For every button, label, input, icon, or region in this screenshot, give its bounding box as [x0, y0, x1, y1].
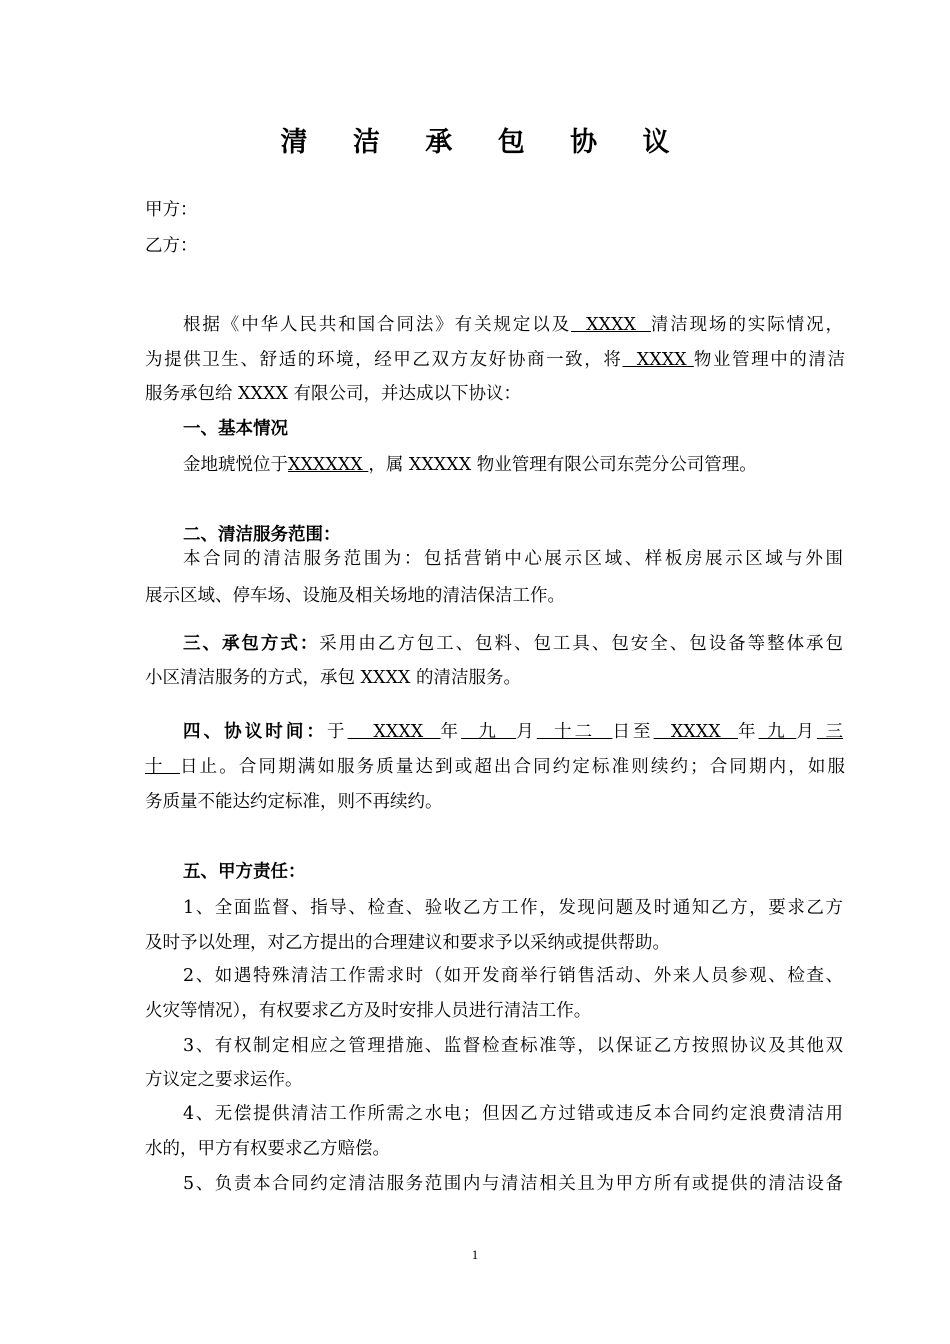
- intro-line-3: 服务承包给 XXXX 有限公司，并达成以下协议：: [145, 384, 521, 404]
- party-a-label: 甲方：: [145, 200, 198, 220]
- section-5-item-1-line-2: 及时予以处理，对乙方提出的合理建议和要求予以采纳或提供帮助。: [145, 933, 670, 953]
- section-5-item-4-line-2: 水的，甲方有权要求乙方赔偿。: [145, 1139, 390, 1159]
- section-5-item-3-line-1: 3、有权制定相应之管理措施、监督检查标准等，以保证乙方按照协议及其他双: [183, 1036, 843, 1056]
- blank-field: XXXX: [347, 722, 441, 742]
- section-5-item-2-line-1: 2、如遇特殊清洁工作需求时（如开发商举行销售活动、外来人员参观、检查、: [183, 966, 843, 986]
- section-4-line-2: 十 日止。合同期满如服务质量达到或超出合同约定标准则续约；合同期内，如服: [145, 757, 845, 777]
- document-title: 清 洁 承 包 协 议: [280, 127, 688, 158]
- section-5-item-3-line-2: 方议定之要求运作。: [145, 1070, 303, 1090]
- section-3-line-1: 三、承包方式：采用由乙方包工、包料、包工具、包安全、包设备等整体承包: [183, 634, 844, 654]
- blank-field: XXXX: [622, 350, 694, 370]
- section-4-line-3: 务质量不能达约定标准，则不再续约。: [145, 792, 443, 812]
- section-1-text: 金地琥悦位于XXXXXX ，属 XXXXX 物业管理有限公司东莞分公司管理。: [183, 455, 757, 475]
- blank-field: 九: [461, 722, 517, 742]
- party-b-label: 乙方：: [145, 236, 198, 256]
- section-3-heading: 三、承包方式：: [183, 634, 320, 654]
- section-2-heading: 二、清洁服务范围：: [183, 525, 341, 545]
- section-4-heading: 四、协议时间：: [183, 722, 327, 742]
- section-5-item-5-line-1: 5、负责本合同约定清洁服务范围内与清洁相关且为甲方所有或提供的清洁设备: [183, 1174, 843, 1194]
- section-3-line-2: 小区清洁服务的方式，承包 XXXX 的清洁服务。: [145, 668, 521, 688]
- section-5-item-4-line-1: 4、无偿提供清洁工作所需之水电；但因乙方过错或违反本合同约定浪费清洁用: [183, 1104, 843, 1124]
- blank-field: 三: [816, 722, 844, 742]
- section-5-heading: 五、甲方责任：: [183, 862, 306, 882]
- blank-field: XXXXXX: [288, 455, 369, 475]
- section-2-line-2: 展示区域、停车场、设施及相关场地的清洁保洁工作。: [145, 586, 565, 606]
- blank-field: 十: [145, 757, 180, 777]
- intro-line-2: 为提供卫生、舒适的环境，经甲乙双方友好协商一致，将 XXXX 物业管理中的清洁: [145, 350, 846, 370]
- section-4-line-1: 四、协议时间：于 XXXX 年 九 月 十二 日至 XXXX 年 九 月 三: [183, 722, 844, 742]
- section-5-item-2-line-2: 火灾等情况），有权要求乙方及时安排人员进行清洁工作。: [145, 1001, 592, 1021]
- intro-line-1: 根据《中华人民共和国合同法》有关规定以及 XXXX 清洁现场的实际情况，: [183, 315, 843, 335]
- section-5-item-1-line-1: 1、全面监督、指导、检查、验收乙方工作，发现问题及时通知乙方，要求乙方: [183, 898, 843, 918]
- blank-field: 十二: [536, 722, 613, 742]
- blank-field: 九: [758, 722, 797, 742]
- section-2-line-1: 本合同的清洁服务范围为：包括营销中心展示区域、样板房展示区域与外围: [183, 549, 843, 569]
- page-number: 1: [471, 1247, 479, 1262]
- blank-field: XXXX: [653, 722, 738, 742]
- blank-field: XXXX: [571, 315, 651, 335]
- section-1-heading: 一、基本情况: [183, 419, 288, 439]
